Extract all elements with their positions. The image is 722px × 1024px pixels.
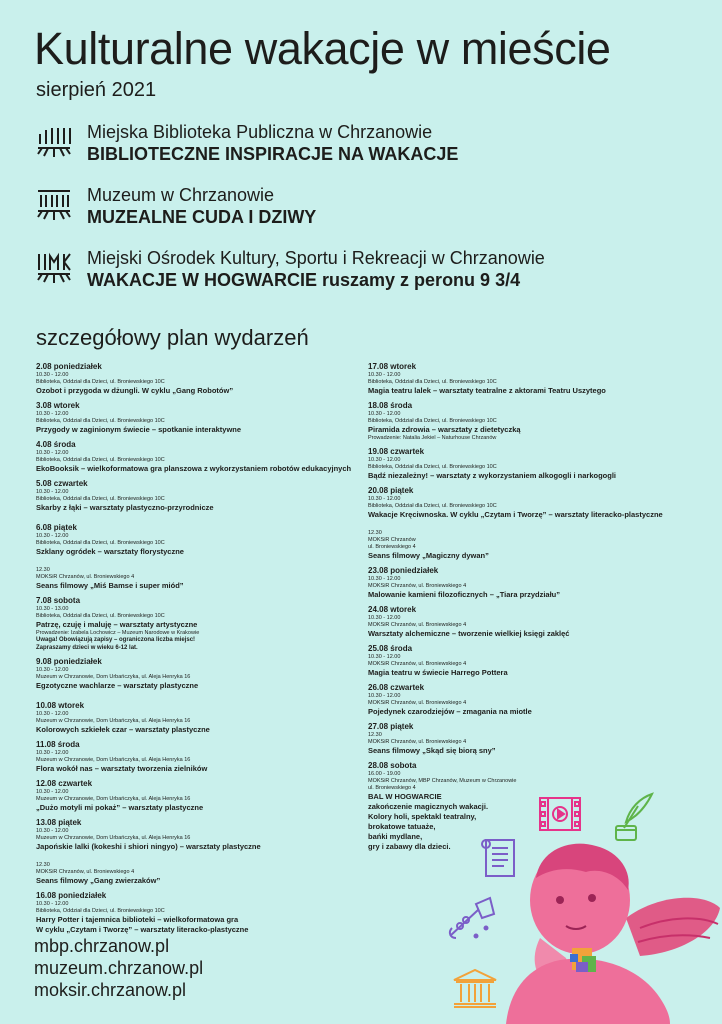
trumpet-icon	[446, 896, 496, 942]
link-library[interactable]: mbp.chrzanow.pl	[34, 936, 170, 956]
event-date: 2.08 poniedziałek	[36, 362, 102, 371]
event-time: 10.30 - 12.00	[368, 615, 401, 621]
event-title: Flora wokół nas – warsztaty tworzenia zielników	[36, 764, 208, 773]
film-strip-icon	[538, 796, 582, 832]
event-place: Biblioteka, Oddział dla Dzieci, ul. Broniewskiego 10C	[368, 464, 497, 470]
event-title: Ozobot i przygoda w dżungli. W cyklu „Gang Robotów”	[36, 386, 234, 395]
event-time: 10.30 - 12.00	[368, 457, 401, 463]
event-title: Malowanie kamieni filozoficznych – „Tiara przydziału”	[368, 590, 560, 599]
event-date: 7.08 sobota	[36, 596, 81, 605]
plan-heading: szczegółowy plan wydarzeń	[36, 325, 309, 350]
event-title: Bądź niezależny! – warsztaty z wykorzystaniem alkogogli i narkogogli	[368, 471, 616, 480]
event-time: 10.30 - 12.00	[368, 372, 401, 378]
event-time: 10.30 - 12.00	[36, 533, 69, 539]
program-title: BIBLIOTECZNE INSPIRACJE NA WAKACJE	[87, 144, 459, 164]
event-title: Szklany ogródek – warsztaty florystyczne	[36, 547, 184, 556]
page-subtitle: sierpień 2021	[36, 79, 157, 101]
program-title: MUZEALNE CUDA I DZIWY	[87, 207, 317, 227]
event-time: 10.30 - 12.00	[368, 496, 401, 502]
event-description-line: BAL W HOGWARCIE	[368, 792, 442, 801]
institution-name: Muzeum w Chrzanowie	[87, 185, 275, 205]
website-links	[34, 935, 203, 1001]
event-title: Seans filmowy „Magiczny dywan”	[368, 551, 489, 560]
event-title: Warsztaty alchemiczne – tworzenie wielkiej księgi zaklęć	[368, 629, 570, 638]
event-item	[36, 596, 376, 652]
event-place: MOKSiR Chrzanów, ul. Broniewskiego 4	[36, 574, 135, 580]
event-place: MOKSiR Chrzanów, ul. Broniewskiego 4	[368, 700, 467, 706]
program-title-bold: WAKACJE W HOGWARCIE	[87, 270, 318, 290]
institution-name: Miejska Biblioteka Publiczna w Chrzanowie	[87, 122, 433, 142]
event-time: 12.30	[36, 862, 50, 868]
event-extra: Prowadzenie: Natalia Jekiel – Naturhouse Chrzanów	[368, 435, 497, 441]
event-description-line: Harry Potter i tajemnica biblioteki – wielkoformatowa gra	[36, 915, 239, 924]
event-title: Skarby z łąki – warsztaty plastyczno-przyrodnicze	[36, 503, 214, 512]
event-time: 12.30	[368, 732, 382, 738]
event-item	[368, 401, 708, 442]
event-description-line: W cyklu „Czytam i Tworzę” – warsztaty literacko-plastyczne	[36, 925, 249, 934]
event-title: „Dużo motyli mi pokaż” – warsztaty plastyczne	[36, 803, 204, 812]
event-place: Biblioteka, Oddział dla Dzieci, ul. Broniewskiego 10C	[36, 457, 165, 463]
event-time: 10.30 - 12.00	[36, 450, 69, 456]
event-note-line: Zapraszamy dzieci w wieku 6-12 lat.	[36, 644, 138, 651]
program-title	[87, 270, 520, 291]
event-time: 16.00 - 19.00	[368, 771, 401, 777]
event-date: 27.08 piątek	[368, 722, 414, 731]
event-date: 19.08 czwartek	[368, 447, 425, 456]
event-time: 12.30	[36, 567, 50, 573]
event-date: 11.08 środa	[36, 740, 80, 749]
event-place: Biblioteka, Oddział dla Dzieci, ul. Broniewskiego 10C	[368, 379, 497, 385]
event-title: Magia teatru w świecie Harrego Pottera	[368, 668, 508, 677]
event-item	[368, 566, 708, 600]
event-date: 16.08 poniedziałek	[36, 891, 107, 900]
event-item	[36, 818, 376, 852]
event-date: 6.08 piątek	[36, 523, 77, 532]
library-logo-icon	[36, 124, 72, 160]
event-title: Japońskie lalki (kokeshi i shiori ningyo) – warsztaty plastyczne	[36, 842, 261, 851]
event-place: MOKSiR Chrzanów, MBP Chrzanów, Muzeum w Chrzanowie	[368, 778, 517, 784]
event-place: MOKSiR Chrzanów, ul. Broniewskiego 4	[368, 583, 467, 589]
event-date: 20.08 piątek	[368, 486, 414, 495]
event-item	[368, 683, 708, 717]
event-time: 10.30 - 12.00	[368, 411, 401, 417]
event-time: 10.30 - 12.00	[36, 667, 69, 673]
event-item	[36, 862, 376, 886]
event-time: 10.30 - 12.00	[36, 411, 69, 417]
institution-name: Miejski Ośrodek Kultury, Sportu i Rekreacji w Chrzanowie	[87, 248, 545, 268]
event-date: 12.08 czwartek	[36, 779, 93, 788]
event-notes	[36, 637, 376, 652]
event-place: MOKSiR Chrzanów, ul. Broniewskiego 4	[36, 869, 135, 875]
event-place: Muzeum w Chrzanowie, Dom Urbańczyka, ul. Aleja Henryka 16	[36, 757, 191, 763]
event-item	[36, 891, 376, 935]
events-column-right	[368, 362, 708, 857]
event-description	[36, 915, 376, 935]
event-item	[368, 362, 708, 396]
event-title: Pojedynek czarodziejów – zmagania na miotle	[368, 707, 532, 716]
event-time: 10.30 - 12.00	[368, 576, 401, 582]
event-place: Biblioteka, Oddział dla Dzieci, ul. Broniewskiego 10C	[36, 418, 165, 424]
event-date: 25.08 środa	[368, 644, 413, 653]
event-date: 18.08 środa	[368, 401, 413, 410]
event-place: Biblioteka, Oddział dla Dzieci, ul. Broniewskiego 10C	[36, 540, 165, 546]
event-place: MOKSiR Chrzanów, ul. Broniewskiego 4	[368, 661, 467, 667]
event-place: Muzeum w Chrzanowie, Dom Urbańczyka, ul. Aleja Henryka 16	[36, 674, 191, 680]
event-description-line: zakończenie magicznych wakacji.	[368, 802, 489, 811]
event-title: Wakacje Kręciwnoska. W cyklu „Czytam i Tworzę” – warsztaty literacko-plastyczne	[368, 510, 663, 519]
event-date: 23.08 poniedziałek	[368, 566, 439, 575]
page-title: Kulturalne wakacje w mieście	[34, 23, 611, 74]
event-date: 5.08 czwartek	[36, 479, 88, 488]
event-date: 4.08 środa	[36, 440, 76, 449]
event-item	[36, 479, 376, 513]
event-item	[368, 486, 708, 520]
event-time: 10.30 - 12.00	[36, 711, 69, 717]
event-time: 10.30 - 12.00	[36, 901, 69, 907]
event-place: Muzeum w Chrzanowie, Dom Urbańczyka, ul. Aleja Henryka 16	[36, 718, 191, 724]
event-extra: Prowadzenie: Izabela Lochowicz – Muzeum Narodowe w Krakowie	[36, 630, 200, 636]
museum-logo-icon	[36, 187, 72, 223]
event-item	[36, 701, 376, 735]
event-item	[36, 401, 376, 435]
event-item	[368, 605, 708, 639]
event-description-line: Kolory holi, spektakl teatralny,	[368, 812, 477, 821]
event-place: Muzeum w Chrzanowie, Dom Urbańczyka, ul. Aleja Henryka 16	[36, 796, 191, 802]
event-place: Biblioteka, Oddział dla Dzieci, ul. Broniewskiego 10C	[36, 613, 165, 619]
program-title-rest: ruszamy z peronu 9 3/4	[317, 270, 521, 290]
event-item	[36, 740, 376, 774]
event-date: 17.08 wtorek	[368, 362, 417, 371]
event-title: EkoBooksik – wielkoformatowa gra planszowa z wykorzystaniem robotów edukacyjnych	[36, 464, 352, 473]
events-column-left	[36, 362, 376, 940]
institution-moksir	[36, 248, 696, 288]
event-date: 9.08 poniedziałek	[36, 657, 102, 666]
event-date: 28.08 sobota	[368, 761, 417, 770]
institution-library	[36, 122, 696, 162]
event-item	[368, 447, 708, 481]
event-time: 10.30 - 12.00	[36, 828, 69, 834]
event-time: 10.30 - 12.00	[368, 654, 401, 660]
event-place: MOKSiR Chrzanów	[368, 537, 416, 543]
event-title: Piramida zdrowia – warsztaty z dietetyczką	[368, 425, 521, 434]
event-place: MOKSiR Chrzanów, ul. Broniewskiego 4	[368, 622, 467, 628]
event-item	[368, 722, 708, 756]
event-time: 10.30 - 13.00	[36, 606, 69, 612]
event-item	[36, 657, 376, 691]
event-title: Egzotyczne wachlarze – warsztaty plastyczne	[36, 681, 199, 690]
event-description-line: gry i zabawy dla dzieci.	[368, 842, 451, 851]
event-place: Biblioteka, Oddział dla Dzieci, ul. Broniewskiego 10C	[36, 379, 165, 385]
event-date: 10.08 wtorek	[36, 701, 85, 710]
event-date: 26.08 czwartek	[368, 683, 425, 692]
institution-museum	[36, 185, 696, 225]
event-title: Patrzę, czuję i maluję – warsztaty artystyczne	[36, 620, 198, 629]
event-date: 24.08 wtorek	[368, 605, 417, 614]
event-extra: ul. Broniewskiego 4	[368, 785, 416, 791]
event-time: 10.30 - 12.00	[368, 693, 401, 699]
quill-ink-icon	[612, 792, 656, 842]
event-description-line: bańki mydlane,	[368, 832, 423, 841]
event-item	[36, 523, 376, 557]
event-item	[36, 440, 376, 474]
event-place: Biblioteka, Oddział dla Dzieci, ul. Broniewskiego 10C	[36, 908, 165, 914]
event-place: Biblioteka, Oddział dla Dzieci, ul. Broniewskiego 10C	[368, 503, 497, 509]
event-extra: ul. Broniewskiego 4	[368, 544, 416, 550]
event-date: 13.08 piątek	[36, 818, 82, 827]
event-title: Seans filmowy „Miś Bamse i super miód”	[36, 581, 184, 590]
event-time: 10.30 - 12.00	[36, 750, 69, 756]
event-item	[36, 779, 376, 813]
cherub-illustration	[500, 838, 722, 1024]
event-time: 10.30 - 12.00	[36, 372, 69, 378]
event-title: Seans filmowy „Skąd się biorą sny”	[368, 746, 496, 755]
event-title: Przygody w zaginionym świecie – spotkanie interaktywne	[36, 425, 242, 434]
event-item	[368, 530, 708, 561]
moksir-logo-icon	[36, 250, 72, 286]
event-date: 3.08 wtorek	[36, 401, 80, 410]
event-item	[368, 644, 708, 678]
temple-icon	[452, 968, 498, 1008]
link-museum[interactable]: muzeum.chrzanow.pl	[34, 958, 204, 978]
event-time: 12.30	[368, 530, 382, 536]
event-title: Magia teatru lalek – warsztaty teatralne z aktorami Teatru Uszytego	[368, 386, 606, 395]
event-time: 10.30 - 12.00	[36, 789, 69, 795]
event-item	[36, 567, 376, 591]
event-time: 10.30 - 12.00	[36, 489, 69, 495]
event-note-line: Uwaga! Obowiązują zapisy – ograniczona liczba miejsc!	[36, 637, 196, 643]
event-title: Kolorowych szkiełek czar – warsztaty plastyczne	[36, 725, 210, 734]
event-place: MOKSiR Chrzanów, ul. Broniewskiego 4	[368, 739, 467, 745]
event-place: Biblioteka, Oddział dla Dzieci, ul. Broniewskiego 10C	[36, 496, 165, 502]
event-title: Seans filmowy „Gang zwierzaków”	[36, 876, 161, 885]
event-place: Biblioteka, Oddział dla Dzieci, ul. Broniewskiego 10C	[368, 418, 497, 424]
link-moksir[interactable]: moksir.chrzanow.pl	[34, 980, 187, 1000]
event-place: Muzeum w Chrzanowie, Dom Urbańczyka, ul. Aleja Henryka 16	[36, 835, 191, 841]
event-description-line: brokatowe tatuaże,	[368, 822, 436, 831]
event-item	[36, 362, 376, 396]
